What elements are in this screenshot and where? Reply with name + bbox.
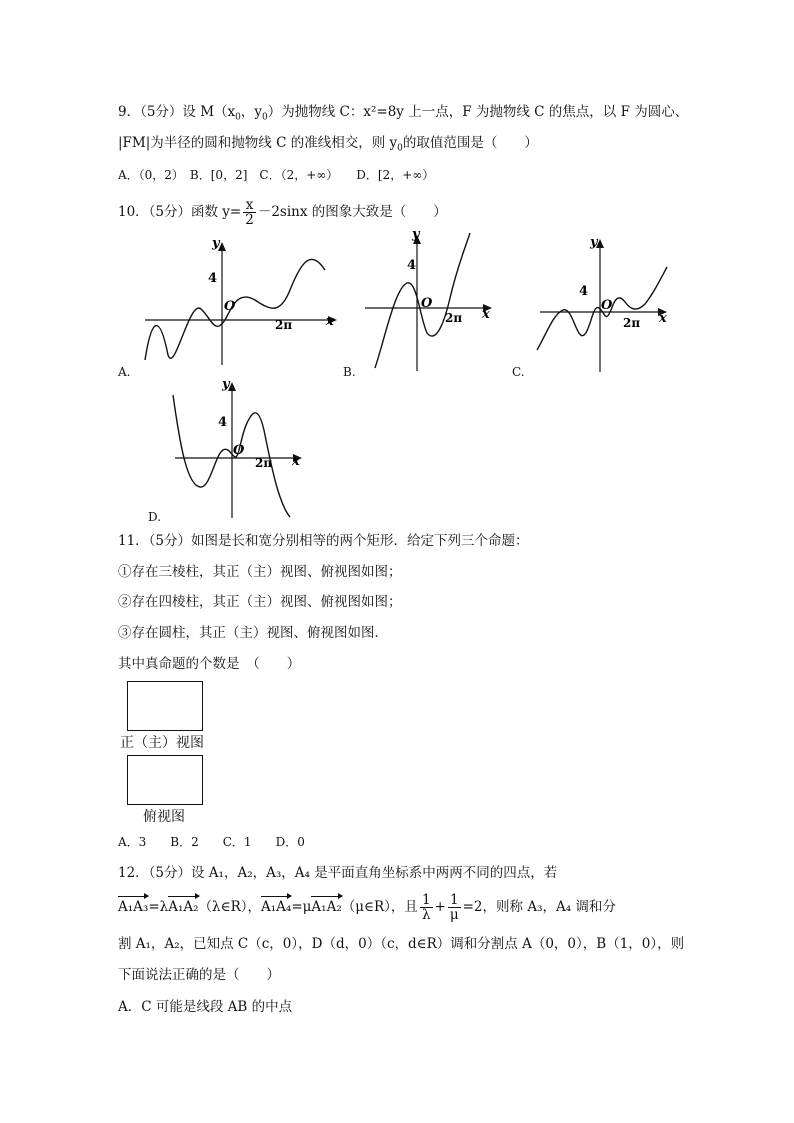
q12-stem-line4: 下面说法正确的是（ ） [118, 967, 280, 983]
top-view-caption: 俯视图 [143, 809, 185, 825]
graph-a-y-label: y [212, 236, 220, 251]
q10-graph-a [140, 235, 340, 370]
top-view-rectangle [127, 755, 203, 805]
graph-b-origin: O [421, 296, 433, 311]
q9-stem-line2: |FM|为半径的圆和抛物线 C 的准线相交，则 $y_0$的取值范围是（ ） [118, 135, 538, 154]
vector-a1a3: A₁A₃ [118, 894, 148, 916]
q10-graph-b [365, 228, 500, 373]
fraction-one-over-lambda: $\frac{1}{\lambda}$ [421, 892, 431, 923]
graph-d-x-label: x [292, 454, 300, 469]
graph-b-two-pi: 2π [445, 311, 463, 325]
q9-options: A．（0，2） B．[0，2] C．（2，+∞） D．[2，+∞） [118, 168, 435, 182]
graph-d-y-label: y [222, 377, 230, 392]
q9-stem-line1: 9．（5分）设 $M(x_0$，$y_0$）为抛物线 C：x²=8y 上一点，F 为抛物线 C 的焦点，以 F 为圆心、 [118, 104, 689, 123]
graph-a-origin: O [224, 299, 236, 314]
graph-c-origin: O [601, 298, 613, 313]
q10-stem: 10．（5分）函数 y= $\frac{x}{2}$ －2sinx 的图象大致是（ ） [118, 197, 447, 228]
graph-c-two-pi: 2π [623, 316, 641, 330]
fraction-one-over-mu: $\frac{1}{\mu}$ [449, 892, 459, 923]
vector-a1a4: A₁A₄ [261, 894, 291, 916]
q10-fraction: $\frac{x}{2}$ [245, 197, 254, 228]
graph-c-four: 4 [579, 284, 589, 299]
graph-d-four: 4 [218, 415, 228, 430]
vector-a1a2-second: A₁A₂ [311, 894, 341, 916]
graph-b-y-label: y [412, 228, 420, 242]
graph-a-four: 4 [208, 271, 218, 286]
graph-c-x-label: x [659, 311, 667, 326]
graph-d-two-pi: 2π [255, 456, 273, 470]
graph-a-two-pi: 2π [275, 318, 293, 332]
graph-b-x-label: x [482, 307, 490, 322]
q12-option-a: A．C 可能是线段 AB 的中点 [118, 999, 293, 1015]
q11-stem: 11．（5分）如图是长和宽分别相等的两个矩形．给定下列三个命题： [118, 533, 529, 549]
q11-statement-2: ②存在四棱柱，其正（主）视图、俯视图如图； [118, 594, 402, 610]
q10-option-a-label: A. [118, 365, 131, 379]
q11-options: A．3 B．2 C．1 D．0 [118, 835, 305, 849]
q12-stem-line2: A₁A₃=λA₁A₂（λ∈R），A₁A₄=μA₁A₂（μ∈R），且 $\frac{1}{\lambda}$ + $\frac{1}{\mu}$ =2，则称 A₃，A₄ 调和分 [118, 892, 616, 923]
q10-option-d-label: D. [148, 510, 162, 524]
front-view-caption: 正（主）视图 [120, 735, 204, 751]
q12-stem-line1: 12．（5分）设 A₁，A₂，A₃，A₄ 是平面直角坐标系中两两不同的四点，若 [118, 865, 558, 881]
q10-option-b-label: B. [343, 365, 356, 379]
graph-b-four: 4 [407, 258, 417, 273]
vector-a1a2: A₁A₂ [168, 894, 198, 916]
q10-option-c-label: C. [512, 365, 525, 379]
q11-statement-1: ①存在三棱柱，其正（主）视图、俯视图如图； [118, 564, 402, 580]
q12-stem-line3: 割 A₁，A₂，已知点 C（c，0），D（d，0）（c，d∈R）调和分割点 A（0，0），B（1，0），则 [118, 936, 685, 952]
q10-graph-d [165, 375, 310, 520]
front-view-rectangle [127, 681, 203, 731]
graph-d-origin: O [233, 443, 245, 458]
graph-a-x-label: x [326, 314, 334, 329]
q11-question: 其中真命题的个数是 （ ） [118, 656, 301, 672]
q11-statement-3: ③存在圆柱，其正（主）视图、俯视图如图． [118, 625, 388, 641]
graph-c-y-label: y [590, 235, 598, 250]
q10-graph-c [535, 232, 675, 374]
